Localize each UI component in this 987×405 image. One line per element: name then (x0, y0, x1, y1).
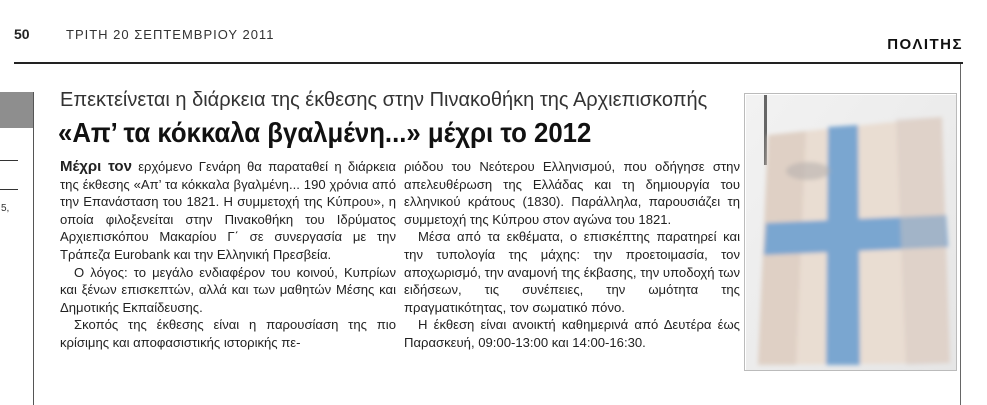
adjacent-column-rule (0, 160, 18, 161)
flag-cloth (758, 117, 950, 365)
article-column-2 (404, 158, 740, 352)
article-paragraph: Μέσα από τα εκθέματα, ο επισκέπτης παρατηρεί και την τυπολογία της μάχης: την προετοιμασία, τον αποχωρισμό, την αναμονή της έκβασης, την υποδοχή των ειδήσεων, τις συνέπειες, την ωμότητα της πραγματικότητας, τον σωματικό πόνο. (404, 229, 740, 315)
article-paragraph: Η έκθεση είναι ανοικτή καθημερινά από Δευτέρα έως Παρασκευή, 09:00-13:00 και 14:00-16:30. (404, 317, 740, 350)
dateline: ΤΡΙΤΗ 20 ΣΕΠΤΕΜΒΡΙΟΥ 2011 (66, 27, 275, 42)
article-paragraph (60, 158, 396, 264)
page-number: 50 (14, 26, 30, 42)
article-paragraph: Σκοπός της έκθεσης είναι η παρουσίαση της πιο κρίσιμης και αποφασιστικής ιστορικής πε- (60, 317, 396, 350)
adjacent-column-rule (0, 189, 18, 190)
flag-photo (746, 95, 956, 370)
article-supertitle: Επεκτείνεται η διάρκεια της έκθεσης στην Πινακοθήκη της Αρχιεπισκοπής (60, 89, 708, 111)
header-rule (14, 62, 963, 64)
column-divider (33, 92, 34, 405)
newspaper-masthead: ΠΟΛΙΤΗΣ (887, 36, 963, 53)
article-headline: «Απ’ τα κόκκαλα βγαλμένη...» μέχρι το 2012 (58, 117, 592, 148)
adjacent-column-gray-block (0, 92, 34, 128)
article-paragraph-continued: ριόδου του Νεότερου Ελληνισμού, που οδήγησε στην απελευθέρωση της Ελλάδας και τη δημιουργία του ελληνικού κράτους (1830). Παράλληλα, παρουσιάζει τη συμμετοχή της Κύπρου στον αγώνα του 1821. (404, 159, 740, 227)
flag-pole (764, 95, 767, 165)
paragraph-text: ερχόμενο Γενάρη θα παραταθεί η διάρκεια της έκθεσης «Απ’ τα κόκκαλα βγαλμένη... 190 χρόνια από την Επανάσταση του 1821. Η συμμετοχή της Κύπρου», η οποία φιλοξενείται στην Πινακοθήκη του Ιδρύματος Αρχιεπισκόπου Μακαρίου Γ΄ σε συνεργασία με την Τράπεζα Eurobank και την Ελληνική Πρεσβεία. (60, 159, 396, 262)
adjacent-column-fragment: 5, (1, 203, 10, 214)
article-column-1 (60, 158, 396, 352)
lead-in: Μέχρι τον (60, 158, 132, 175)
article-paragraph: Ο λόγος: το μεγάλο ενδιαφέρον του κοινού, Κυπρίων και ξένων επισκεπτών, αλλά και των μαθητών Μέσης και Δημοτικής Εκπαίδευσης. (60, 264, 396, 315)
page-edge-rule (960, 64, 961, 405)
